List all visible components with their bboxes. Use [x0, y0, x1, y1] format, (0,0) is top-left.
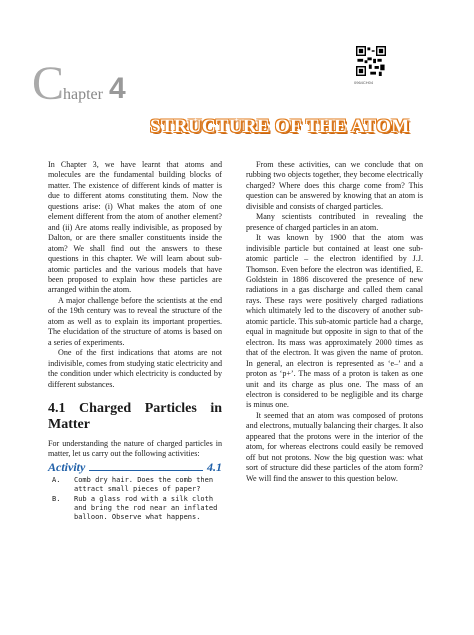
qr-code-caption: 0964CH04 — [354, 80, 374, 85]
paragraph: It was known by 1900 that the atom was indivisible particle but contained at least one sub-atomic particle – the electron identified by J.J. Thomson. Even before the electron was identified, E. Goldstein in 1886 discovered the presence of new radiations in a gas discharge and called them canal rays. These rays were positively charged radiations which ultimately led to the discovery of another sub-atomic particle. This sub-atomic particle had a charge, equal in magnitude but opposite in sign to that of the electron. Its mass was approximately 2000 times as that of the electron. It was given the name of proton. In general, an electron is represented as ‘e–’ and a proton as ‘p+’. The mass of a proton is taken as one unit and its charge as plus one. The mass of an electron is considered to be negligible and its charge is minus one. — [246, 233, 423, 410]
paragraph: For understanding the nature of charged particles in matter, let us carry out the following activities: — [48, 438, 222, 459]
activity-item — [48, 476, 222, 494]
activity-item-label: A. — [52, 475, 61, 484]
paragraph: One of the first indications that atoms are not indivisible, comes from studying static electricity and the condition under which electricity is conducted by different substances. — [48, 348, 222, 389]
paragraph: A major challenge before the scientists at the end of the 19th century was to reveal the structure of the atom as well as to explain its important properties. The elucidation of the structure of atoms is based on a series of experiments. — [48, 295, 222, 347]
activity-label: Activity — [48, 459, 86, 474]
activity-rule — [89, 470, 203, 471]
chapter-number: 4 — [109, 72, 126, 105]
paragraph: Many scientists contributed in revealing the presence of charged particles in an atom. — [246, 212, 423, 232]
activity-item — [48, 495, 222, 522]
chapter-title: STRUCTURE OF THE ATOM — [150, 116, 410, 137]
qr-code-icon — [356, 46, 386, 76]
activity-item-text: Comb dry hair. Does the comb then attract small pieces of paper? — [74, 475, 214, 493]
activity-number: 4.1 — [207, 459, 222, 474]
section-heading: 4.1 Charged Particles in Matter — [48, 400, 222, 432]
left-column — [48, 160, 222, 523]
paragraph: It seemed that an atom was composed of protons and electrons, mutually balancing their charges. It also appeared that the protons were in the interior of the atom, for whereas electrons could easily be removed off but not protons. Now the big question was: what sort of structure did these particles of the atom form? We will find the answer to this question below. — [246, 410, 423, 483]
right-column — [246, 160, 423, 484]
activity-item-text: Rub a glass rod with a silk cloth and bring the rod near an inflated balloon. Observe what happens. — [74, 494, 218, 521]
paragraph: In Chapter 3, we have learnt that atoms and molecules are the fundamental building blocks of matter. The existence of different kinds of matter is due to different atoms constituting them. Now the questions arise: (i) What makes the atom of one element different from the atom of another element? and (ii) Are atoms really indivisible, as proposed by Dalton, or are there smaller constituents inside the atom? We shall find out the answers to these questions in this chapter. We will learn about sub-atomic particles and the various models that have been proposed to explain how these particles are arranged within the atom. — [48, 160, 222, 295]
paragraph: From these activities, can we conclude that on rubbing two objects together, they become electrically charged? Where does this charge come from? This question can be answered by knowing that an atom is divisible and consists of charged particles. — [246, 160, 423, 211]
chapter-word: hapter — [63, 86, 103, 103]
activity-item-label: B. — [52, 494, 61, 503]
chapter-initial: C — [32, 57, 65, 110]
activity-header — [48, 459, 222, 474]
